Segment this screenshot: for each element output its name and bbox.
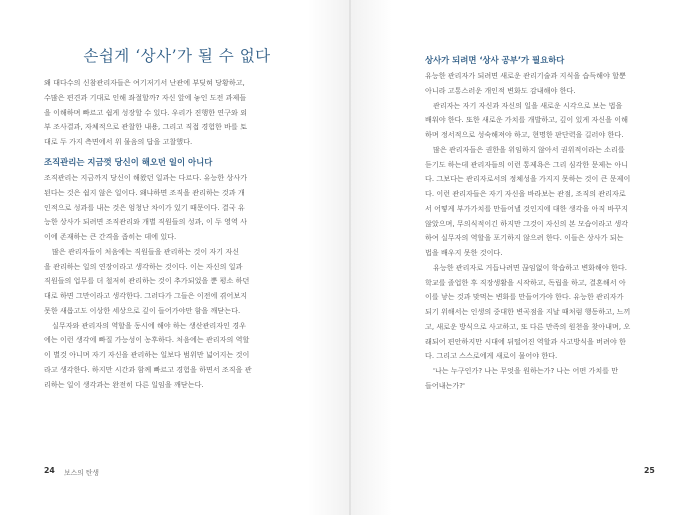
- text-line: 실무자와 관리자의 역할을 동시에 해야 하는 생산관리자인 경우: [52, 320, 246, 330]
- left-body-text: [44, 171, 322, 392]
- text-line: 대로 두 가지 측면에서 위 물음의 답을 고찰했다.: [44, 137, 193, 146]
- text-line: 다. 이런 관리자들은 자기 자신을 바라보는 관점, 조직의 관리자로: [425, 189, 626, 198]
- right-page-number: 25: [644, 466, 655, 475]
- text-line: 아니라 고통스러운 개인적 변화도 감내해야 한다.: [425, 85, 576, 95]
- text-line: 다. 그보다는 관리자로서의 정체성을 가지지 못하는 것이 큰 문제이: [425, 174, 631, 184]
- text-line: 서 어떻게 부가가치를 만들어낼 것인지에 대한 생각을 아직 바꾸지: [425, 203, 629, 213]
- text-line: 유능한 관리자가 되려면 새로운 관리기술과 지식을 습득해야 할뿐: [425, 71, 626, 80]
- text-line: 래되어 편안하지만 시대에 뒤떨어진 역할과 사고방식을 버려야 한: [425, 336, 626, 346]
- text-line: 하며 정서적으로 성숙해져야 하고, 현명한 판단력을 길러야 한다.: [425, 130, 624, 139]
- right-section-heading: 상사가 되려면 ‘상사 공부’가 필요하다: [425, 55, 565, 65]
- text-line: 수많은 편견과 기대로 인해 좌절할까? 자신 앞에 놓인 도전 과제들: [44, 92, 247, 102]
- left-section-heading: 조직관리는 지금껏 당신이 해오던 일이 아니다: [44, 157, 213, 167]
- text-line: 관리자는 자기 자신과 자신의 일을 새로운 시각으로 보는 법을: [433, 100, 623, 110]
- text-line: 많은 관리자들이 처음에는 직원들을 관리하는 것이 자기 자신: [52, 246, 240, 256]
- running-title: 보스의 탄생: [64, 469, 99, 477]
- text-line: 들어내는가?': [425, 380, 465, 390]
- text-line: 왜 대다수의 신참관리자들은 여기저기서 난관에 부딪혀 당황하고,: [44, 78, 245, 87]
- right-body-text: [425, 69, 700, 394]
- text-line: 법을 배우지 못한 것이다.: [425, 248, 503, 257]
- text-line: 리하는 일이 생각과는 완전히 다른 일임을 깨닫는다.: [44, 379, 204, 389]
- text-line: 배워야 한다. 또한 새로운 가치를 개발하고, 깊이 있게 자신을 이해: [425, 115, 628, 125]
- text-line: 직원들의 업무를 더 철저히 관리하는 것이 추가되었을 뿐 평소 하던: [44, 276, 250, 286]
- text-line: 이를 낳는 것과 맞먹는 변화를 만들어가야 한다. 유능한 관리자가: [425, 292, 624, 302]
- text-line: 많은 관리자들은 권한을 위임하지 않아서 권위적이라는 소리를: [433, 144, 625, 154]
- text-line: 을 관리하는 일의 연장이라고 생각하는 것이다. 이는 자신의 일과: [44, 261, 243, 271]
- text-line: 된다는 것은 쉽지 않은 일이다. 왜냐하면 조직을 관리하는 것과 개: [44, 187, 245, 197]
- text-line: 못한 새롭고도 이상한 세상으로 깊이 들어가야만 함을 깨닫는다.: [44, 305, 241, 315]
- chapter-title: 손쉽게 ‘상사’가 될 수 없다: [83, 47, 271, 65]
- left-intro-paragraph: [44, 76, 322, 150]
- book-gutter: [349, 0, 351, 515]
- text-line: 능한 상사가 되려면 조직관리와 개별 직원들의 성과, 이 두 영역 사: [44, 217, 247, 227]
- text-line: '나는 누구인가? 나는 무엇을 원하는가? 나는 어떤 가치를 만: [433, 366, 619, 375]
- text-line: 되기 위해서는 인생의 중대한 변곡점을 지날 때처럼 행동하고, 느끼: [425, 307, 631, 316]
- text-line: 않았으며, 무의식적이긴 하지만 그것이 자신의 본 모습이라고 생각: [425, 218, 629, 228]
- text-line: 고, 새로운 방식으로 사고하고, 또 다른 만족의 원천을 찾아내며, 오: [425, 321, 631, 331]
- text-line: 듣기도 하는데 관리자들의 이런 통제욕은 그리 심각한 문제는 아니: [425, 159, 629, 169]
- text-line: 대로 하면 그만이라고 생각한다. 그러다가 그들은 이전에 겪어보지: [44, 291, 248, 300]
- text-line: 조직관리는 지금까지 당신이 해왔던 일과는 다르다. 유능한 상사가: [44, 173, 248, 182]
- text-line: 인적으로 성과를 내는 것은 엄청난 차이가 있기 때문이다. 결국 유: [44, 202, 245, 212]
- text-line: 이에 존재하는 큰 간격을 좁히는 데에 있다.: [44, 232, 177, 241]
- text-line: 에는 이런 생각에 빠질 가능성이 농후하다. 처음에는 관리자의 역할: [44, 335, 250, 345]
- text-line: 라고 생각한다. 하지만 시간과 함께 빠르고 경험을 하면서 조직을 관: [44, 364, 252, 374]
- text-line: 부 조사결과, 자체적으로 관찰한 내용, 그리고 직접 경험한 바를 토: [44, 122, 247, 132]
- text-line: 유능한 관리자로 거듭나려면 끊임없이 학습하고 변화해야 한다.: [433, 262, 627, 272]
- left-page-number: 24: [44, 466, 55, 475]
- text-line: 이 별것 아니며 자기 자신을 관리하는 일보다 범위만 넓어지는 것이: [44, 350, 250, 359]
- text-line: 하여 실무자의 역할을 포기하지 않으려 한다. 이들은 상사가 되는: [425, 233, 624, 243]
- text-line: 다. 그리고 스스로에게 새로이 물어야 한다.: [425, 351, 558, 361]
- text-line: 을 이해하며 빠르고 쉽게 성장할 수 있다. 우리가 진행한 연구와 외: [44, 107, 247, 117]
- text-line: 학교를 졸업한 후 직장생활을 시작하고, 독립을 하고, 결혼해서 아: [425, 277, 626, 287]
